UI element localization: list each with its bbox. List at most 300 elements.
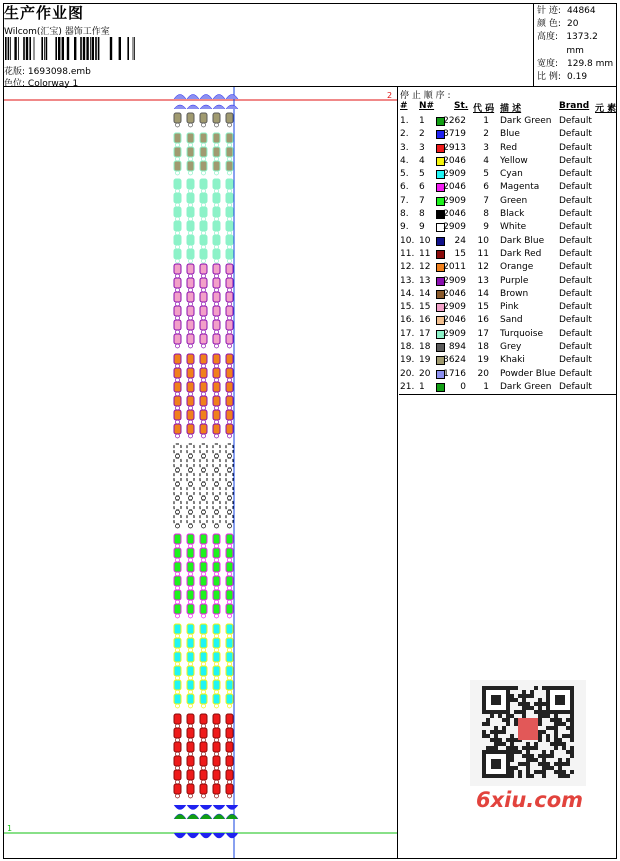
stitch-block xyxy=(226,354,233,364)
row-brand: Default xyxy=(559,155,592,166)
stitch-block xyxy=(187,410,194,420)
qr-module xyxy=(494,734,498,738)
qr-module xyxy=(534,702,538,706)
qr-module xyxy=(566,774,570,778)
qr-module xyxy=(494,730,498,734)
stitch-block xyxy=(213,207,220,217)
stitch-block xyxy=(187,604,194,614)
col-code: 代 码 xyxy=(473,104,495,114)
qr-module xyxy=(518,702,522,706)
stop-row[interactable] xyxy=(400,314,617,327)
row-needle: 20 xyxy=(419,368,431,379)
col-element: 元 素 xyxy=(595,104,617,114)
stop-row[interactable] xyxy=(400,248,617,261)
stitch-block xyxy=(174,742,181,752)
qr-module xyxy=(526,694,530,698)
stitch-block xyxy=(226,714,233,724)
qr-module xyxy=(502,742,506,746)
stitch-block xyxy=(187,486,194,496)
stitch-block xyxy=(213,534,220,544)
barcode-bar xyxy=(8,37,10,60)
design-filename: 1693098.emb xyxy=(27,67,91,77)
qr-module xyxy=(538,770,542,774)
stitch-block xyxy=(200,249,207,259)
bottom-scallop xyxy=(187,805,199,810)
stitch-block xyxy=(174,604,181,614)
stitch-block xyxy=(174,680,181,690)
stitch-block xyxy=(200,292,207,302)
stitch-block xyxy=(200,576,207,586)
stitch-block xyxy=(200,147,207,157)
row-index: 8. xyxy=(400,209,409,220)
stitch-block xyxy=(187,424,194,434)
stitch-block xyxy=(213,113,220,123)
qr-module xyxy=(522,706,526,710)
row-description: Dark Red xyxy=(500,248,542,259)
stop-row[interactable] xyxy=(400,288,617,301)
stitch-block xyxy=(200,179,207,189)
qr-module xyxy=(550,726,554,730)
stitch-block xyxy=(187,334,194,344)
qr-module xyxy=(530,754,534,758)
top-scallop xyxy=(200,105,212,109)
qr-module xyxy=(554,718,558,722)
row-stitches: 2909 xyxy=(443,275,466,286)
stitch-block xyxy=(174,320,181,330)
row-description: Dark Green xyxy=(500,116,552,126)
stop-row[interactable] xyxy=(400,221,617,234)
row-description: Blue xyxy=(500,129,520,140)
stitch-block xyxy=(187,714,194,724)
qr-module xyxy=(526,750,530,754)
stitch-block xyxy=(200,486,207,496)
stitch-block xyxy=(174,514,181,524)
stitch-block xyxy=(226,652,233,662)
row-stitches: 2909 xyxy=(443,222,466,233)
row-needle: 4 xyxy=(419,155,425,166)
qr-module xyxy=(510,694,514,698)
stitch-block xyxy=(213,458,220,468)
stitch-block xyxy=(200,534,207,544)
row-brand: Default xyxy=(559,248,592,259)
stitch-block xyxy=(213,133,220,143)
stop-row[interactable] xyxy=(400,381,617,394)
qr-module xyxy=(506,722,510,726)
qr-module xyxy=(530,774,534,778)
barcode-bar xyxy=(44,37,45,60)
stop-row[interactable] xyxy=(400,368,617,381)
stitch-block xyxy=(226,249,233,259)
stop-row[interactable] xyxy=(400,341,617,354)
qr-module xyxy=(522,690,526,694)
stitch-block xyxy=(174,249,181,259)
stitch-block xyxy=(187,728,194,738)
stop-sequence-rows xyxy=(400,115,617,394)
row-index: 9. xyxy=(400,222,409,233)
qr-module xyxy=(486,734,490,738)
qr-module xyxy=(522,746,526,750)
stop-row[interactable] xyxy=(400,328,617,341)
qr-module xyxy=(514,686,518,690)
top-scallop xyxy=(174,95,186,100)
stitch-block xyxy=(174,756,181,766)
worksheet-title: 生产作业图 xyxy=(4,4,85,22)
stitch-block xyxy=(187,147,194,157)
row-brand: Default xyxy=(559,302,592,313)
qr-module xyxy=(542,762,546,766)
stitch-block xyxy=(213,235,220,245)
qr-module xyxy=(562,734,566,738)
qr-module xyxy=(482,722,486,726)
stop-row[interactable] xyxy=(400,275,617,288)
barcode-bar xyxy=(110,37,112,60)
stitch-block xyxy=(187,784,194,794)
stitch-block xyxy=(200,382,207,392)
stitch-block xyxy=(174,235,181,245)
colorway-name: Colorway 1 xyxy=(27,79,79,89)
qr-module xyxy=(530,690,534,694)
barcode-bar xyxy=(80,37,82,60)
stitch-block xyxy=(226,292,233,302)
row-needle: 5 xyxy=(419,169,425,180)
stitch-block xyxy=(187,576,194,586)
bottom-scallop xyxy=(200,805,212,810)
row-description: Brown xyxy=(500,288,529,299)
qr-module xyxy=(482,730,486,734)
stitch-block xyxy=(213,562,220,572)
qr-module xyxy=(542,710,546,714)
row-index: 12. xyxy=(400,262,415,273)
stitch-block xyxy=(213,604,220,614)
stitch-block xyxy=(200,624,207,634)
qr-module xyxy=(510,738,514,742)
stitch-block xyxy=(226,306,233,316)
bottom-scallop xyxy=(174,833,186,838)
qr-module xyxy=(570,770,574,774)
row-code: 20 xyxy=(477,368,489,379)
qr-module xyxy=(514,722,518,726)
qr-module xyxy=(510,754,514,758)
qr-module xyxy=(490,730,494,734)
qr-module xyxy=(534,758,538,762)
stitch-block xyxy=(213,334,220,344)
bottom-scallop xyxy=(187,814,199,819)
colorway-label: 色位: xyxy=(4,79,26,89)
qr-module xyxy=(550,742,554,746)
color-swatch xyxy=(436,250,445,259)
barcode-bar xyxy=(134,37,135,60)
stitch-block xyxy=(200,133,207,143)
qr-module xyxy=(510,698,514,702)
stitch-block xyxy=(213,161,220,171)
stitch-block xyxy=(213,444,220,454)
stitch-block xyxy=(187,292,194,302)
stitch-block xyxy=(174,534,181,544)
qr-module xyxy=(554,762,558,766)
stitch-block xyxy=(187,179,194,189)
qr-module xyxy=(558,738,562,742)
bottom-scallop xyxy=(213,814,225,819)
qr-module xyxy=(542,754,546,758)
stop-row[interactable] xyxy=(400,235,617,248)
row-code: 12 xyxy=(477,262,489,273)
stitch-block xyxy=(187,562,194,572)
stitch-block xyxy=(174,638,181,648)
qr-module xyxy=(554,738,558,742)
qr-module xyxy=(566,750,570,754)
stitch-block xyxy=(226,500,233,510)
stop-row[interactable] xyxy=(400,261,617,274)
row-brand: Default xyxy=(559,182,592,193)
row-stitches: 2046 xyxy=(443,288,466,299)
row-stitches: 2909 xyxy=(443,169,466,180)
stitch-block xyxy=(200,424,207,434)
stitch-block xyxy=(187,590,194,600)
qr-module xyxy=(510,758,514,762)
row-index: 19. xyxy=(400,355,415,366)
qr-module xyxy=(514,738,518,742)
row-description: Dark Blue xyxy=(500,235,545,246)
barcode-bar xyxy=(98,37,100,60)
stop-row[interactable] xyxy=(400,354,617,367)
row-needle: 19 xyxy=(419,355,431,366)
stitch-block xyxy=(187,278,194,288)
bottom-scallop xyxy=(226,805,238,810)
stop-sequence-header xyxy=(400,101,617,114)
stitch-block xyxy=(213,784,220,794)
stitch-block xyxy=(174,193,181,203)
stitch-block xyxy=(200,514,207,524)
stitch-block xyxy=(200,770,207,780)
stop-row[interactable] xyxy=(400,155,617,168)
row-index: 6. xyxy=(400,182,409,193)
row-code: 1 xyxy=(483,381,489,392)
barcode-bar xyxy=(119,37,121,60)
row-index: 10. xyxy=(400,235,415,246)
stitch-block xyxy=(213,306,220,316)
row-description: Yellow xyxy=(500,155,528,166)
qr-module xyxy=(546,714,550,718)
barcode-bar xyxy=(10,37,11,60)
stitch-block xyxy=(226,534,233,544)
row-code: 17 xyxy=(477,328,489,339)
qr-module xyxy=(554,746,558,750)
stop-row[interactable] xyxy=(400,142,617,155)
stop-row[interactable] xyxy=(400,168,617,181)
stitch-block xyxy=(187,382,194,392)
row-stitches: 3624 xyxy=(443,355,466,366)
qr-module xyxy=(538,762,542,766)
stitch-block xyxy=(226,624,233,634)
qr-module xyxy=(546,754,550,758)
row-description: Purple xyxy=(500,275,529,286)
stitch-block xyxy=(200,334,207,344)
stitch-block xyxy=(213,638,220,648)
stitch-block xyxy=(200,161,207,171)
stitch-block xyxy=(187,770,194,780)
row-code: 2 xyxy=(483,129,489,140)
bottom-scallop xyxy=(226,833,238,838)
qr-module xyxy=(570,714,574,718)
qr-stamp xyxy=(518,718,538,740)
barcode-bar xyxy=(41,37,43,60)
qr-module xyxy=(546,734,550,738)
stitch-block xyxy=(187,306,194,316)
qr-module xyxy=(542,714,546,718)
qr-module xyxy=(490,746,494,750)
top-scallop xyxy=(226,95,238,100)
stitch-block xyxy=(187,264,194,274)
stitch-block xyxy=(174,113,181,123)
barcode-bar xyxy=(5,37,7,60)
stop-row[interactable] xyxy=(400,208,617,221)
col-brand: Brand xyxy=(559,101,590,111)
qr-module xyxy=(534,746,538,750)
panel-divider xyxy=(399,394,617,395)
barcode-bar xyxy=(26,37,28,60)
qr-module xyxy=(562,746,566,750)
stitch-block xyxy=(187,472,194,482)
stitch-block xyxy=(174,458,181,468)
stitch-block xyxy=(200,784,207,794)
stitch-block xyxy=(213,472,220,482)
stitch-block xyxy=(200,278,207,288)
stitch-block xyxy=(200,714,207,724)
qr-module xyxy=(530,746,534,750)
qr-module xyxy=(514,746,518,750)
stop-row[interactable] xyxy=(400,128,617,141)
row-stitches: 2046 xyxy=(443,315,466,326)
stitch-block xyxy=(200,396,207,406)
qr-module xyxy=(498,730,502,734)
row-needle: 15 xyxy=(419,302,431,313)
row-index: 5. xyxy=(400,169,409,180)
stitch-block xyxy=(200,193,207,203)
stop-row[interactable] xyxy=(400,301,617,314)
stitch-block xyxy=(213,424,220,434)
qr-module xyxy=(506,738,510,742)
stitch-block xyxy=(200,354,207,364)
row-brand: Default xyxy=(559,328,592,339)
qr-module xyxy=(510,746,514,750)
qr-module xyxy=(538,718,542,722)
row-description: Powder Blue xyxy=(500,368,556,379)
stitch-block xyxy=(226,382,233,392)
stitch-block xyxy=(226,756,233,766)
row-brand: Default xyxy=(559,142,592,153)
stitch-block xyxy=(187,161,194,171)
stitch-block xyxy=(174,562,181,572)
stat-width: 宽度: 129.8 mm xyxy=(537,58,614,69)
row-brand: Default xyxy=(559,222,592,233)
barcode-bar xyxy=(83,37,85,60)
qr-module xyxy=(538,710,542,714)
stitch-block xyxy=(174,306,181,316)
stitch-block xyxy=(174,576,181,586)
row-code: 14 xyxy=(477,288,489,299)
row-needle: 10 xyxy=(419,235,431,246)
row-code: 16 xyxy=(477,315,489,326)
row-code: 6 xyxy=(483,182,489,193)
stitch-block xyxy=(200,264,207,274)
stop-row[interactable] xyxy=(400,195,617,208)
row-stitches: 0 xyxy=(460,381,466,392)
stitch-block xyxy=(200,472,207,482)
stop-row[interactable] xyxy=(400,115,617,128)
design-canvas[interactable] xyxy=(4,87,398,858)
bottom-scallop xyxy=(187,833,199,838)
qr-module xyxy=(526,758,530,762)
stop-row[interactable] xyxy=(400,181,617,194)
stitch-block xyxy=(200,548,207,558)
row-index: 21. xyxy=(400,381,415,392)
row-brand: Default xyxy=(559,235,592,246)
top-scallop xyxy=(187,95,199,100)
row-stitches: 24 xyxy=(454,235,466,246)
qr-module xyxy=(522,694,526,698)
stitch-block xyxy=(226,472,233,482)
top-scallop xyxy=(200,95,212,100)
row-needle: 14 xyxy=(419,288,431,299)
top-scallop xyxy=(174,105,186,109)
stitch-block xyxy=(187,742,194,752)
stitch-block xyxy=(226,368,233,378)
stitch-block xyxy=(187,514,194,524)
stitch-block xyxy=(226,264,233,274)
bottom-scallop xyxy=(174,814,186,819)
row-description: Sand xyxy=(500,315,523,326)
barcode-bar xyxy=(127,37,129,60)
row-needle: 6 xyxy=(419,182,425,193)
col-needle: N# xyxy=(419,101,435,111)
stitch-block xyxy=(213,249,220,259)
company-name: Wilcom(汇宝) 器饰工作室 xyxy=(4,27,110,37)
barcode-image xyxy=(4,37,139,60)
row-index: 4. xyxy=(400,155,409,166)
qr-module xyxy=(566,718,570,722)
stitch-block xyxy=(226,320,233,330)
stitch-block xyxy=(226,207,233,217)
stitch-block xyxy=(226,576,233,586)
stitch-block xyxy=(187,368,194,378)
qr-module xyxy=(534,686,538,690)
row-code: 4 xyxy=(483,155,489,166)
stitch-block xyxy=(213,666,220,676)
stitch-block xyxy=(174,278,181,288)
qr-module xyxy=(514,750,518,754)
qr-module xyxy=(510,750,514,754)
stitch-block xyxy=(226,666,233,676)
qr-module xyxy=(510,686,514,690)
row-stitches: 15 xyxy=(454,248,466,259)
stitch-block xyxy=(213,694,220,704)
row-code: 3 xyxy=(483,142,489,153)
qr-module xyxy=(550,766,554,770)
qr-module xyxy=(482,734,486,738)
qr-module xyxy=(542,750,546,754)
qr-module xyxy=(494,742,498,746)
stitch-block xyxy=(174,147,181,157)
row-brand: Default xyxy=(559,315,592,326)
qr-module xyxy=(498,738,502,742)
row-brand: Default xyxy=(559,195,592,206)
stitch-block xyxy=(187,638,194,648)
stitch-block xyxy=(174,264,181,274)
qr-module xyxy=(554,770,558,774)
col-description: 描 述 xyxy=(500,104,522,114)
stitch-block xyxy=(174,548,181,558)
row-index: 14. xyxy=(400,288,415,299)
